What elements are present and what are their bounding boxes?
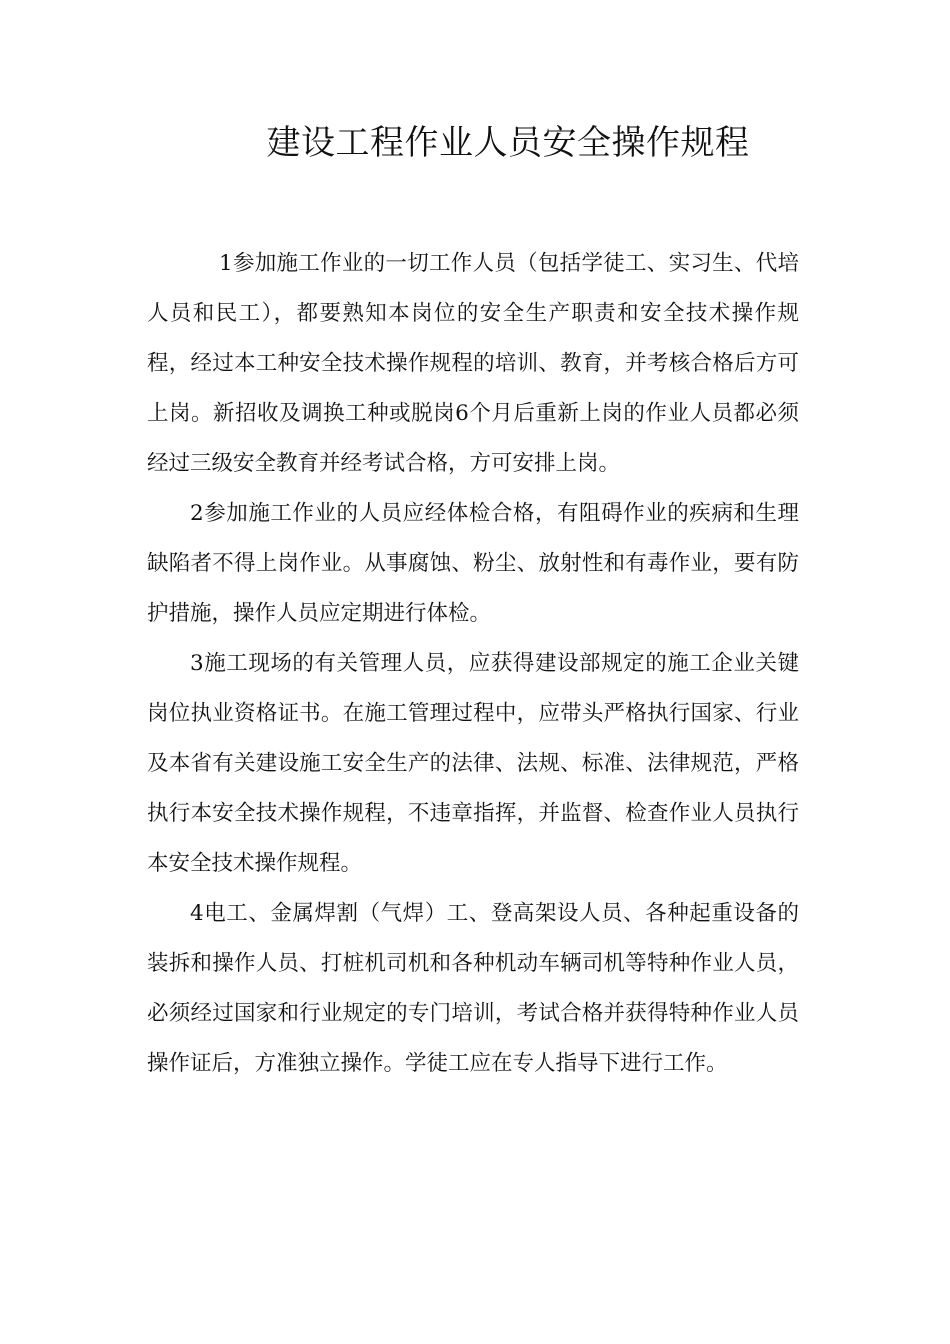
document-title: 建设工程作业人员安全操作规程	[266, 123, 750, 163]
paragraph-3: 3施工现场的有关管理人员，应获得建设部规定的施工企业关键岗位执业资格证书。在施工管理过程中，应带头严格执行国家、行业及本省有关建设施工安全生产的法律、法规、标准、法律规范，严格执行本安全技术操作规程，不违章指挥，并监督、检查作业人员执行本安全技术操作规程。	[147, 651, 799, 876]
paragraph-4: 4电工、金属焊割（气焊）工、登高架设人员、各种起重设备的装拆和操作人员、打桩机司机和各种机动车辆司机等特种作业人员，必须经过国家和行业规定的专门培训，考试合格并获得特种作业人员操作证后，方准独立操作。学徒工应在专人指导下进行工作。	[147, 901, 799, 1076]
document-body	[147, 239, 799, 1089]
paragraph-1: 1参加施工作业的一切工作人员（包括学徒工、实习生、代培人员和民工），都要熟知本岗位的安全生产职责和安全技术操作规程，经过本工种安全技术操作规程的培训、教育，并考核合格后方可上岗。新招收及调换工种或脱岗6个月后重新上岗的作业人员都必须经过三级安全教育并经考试合格，方可安排上岗。	[147, 251, 799, 476]
paragraph-2: 2参加施工作业的人员应经体检合格，有阻碍作业的疾病和生理缺陷者不得上岗作业。从事腐蚀、粉尘、放射性和有毒作业，要有防护措施，操作人员应定期进行体检。	[147, 501, 799, 626]
